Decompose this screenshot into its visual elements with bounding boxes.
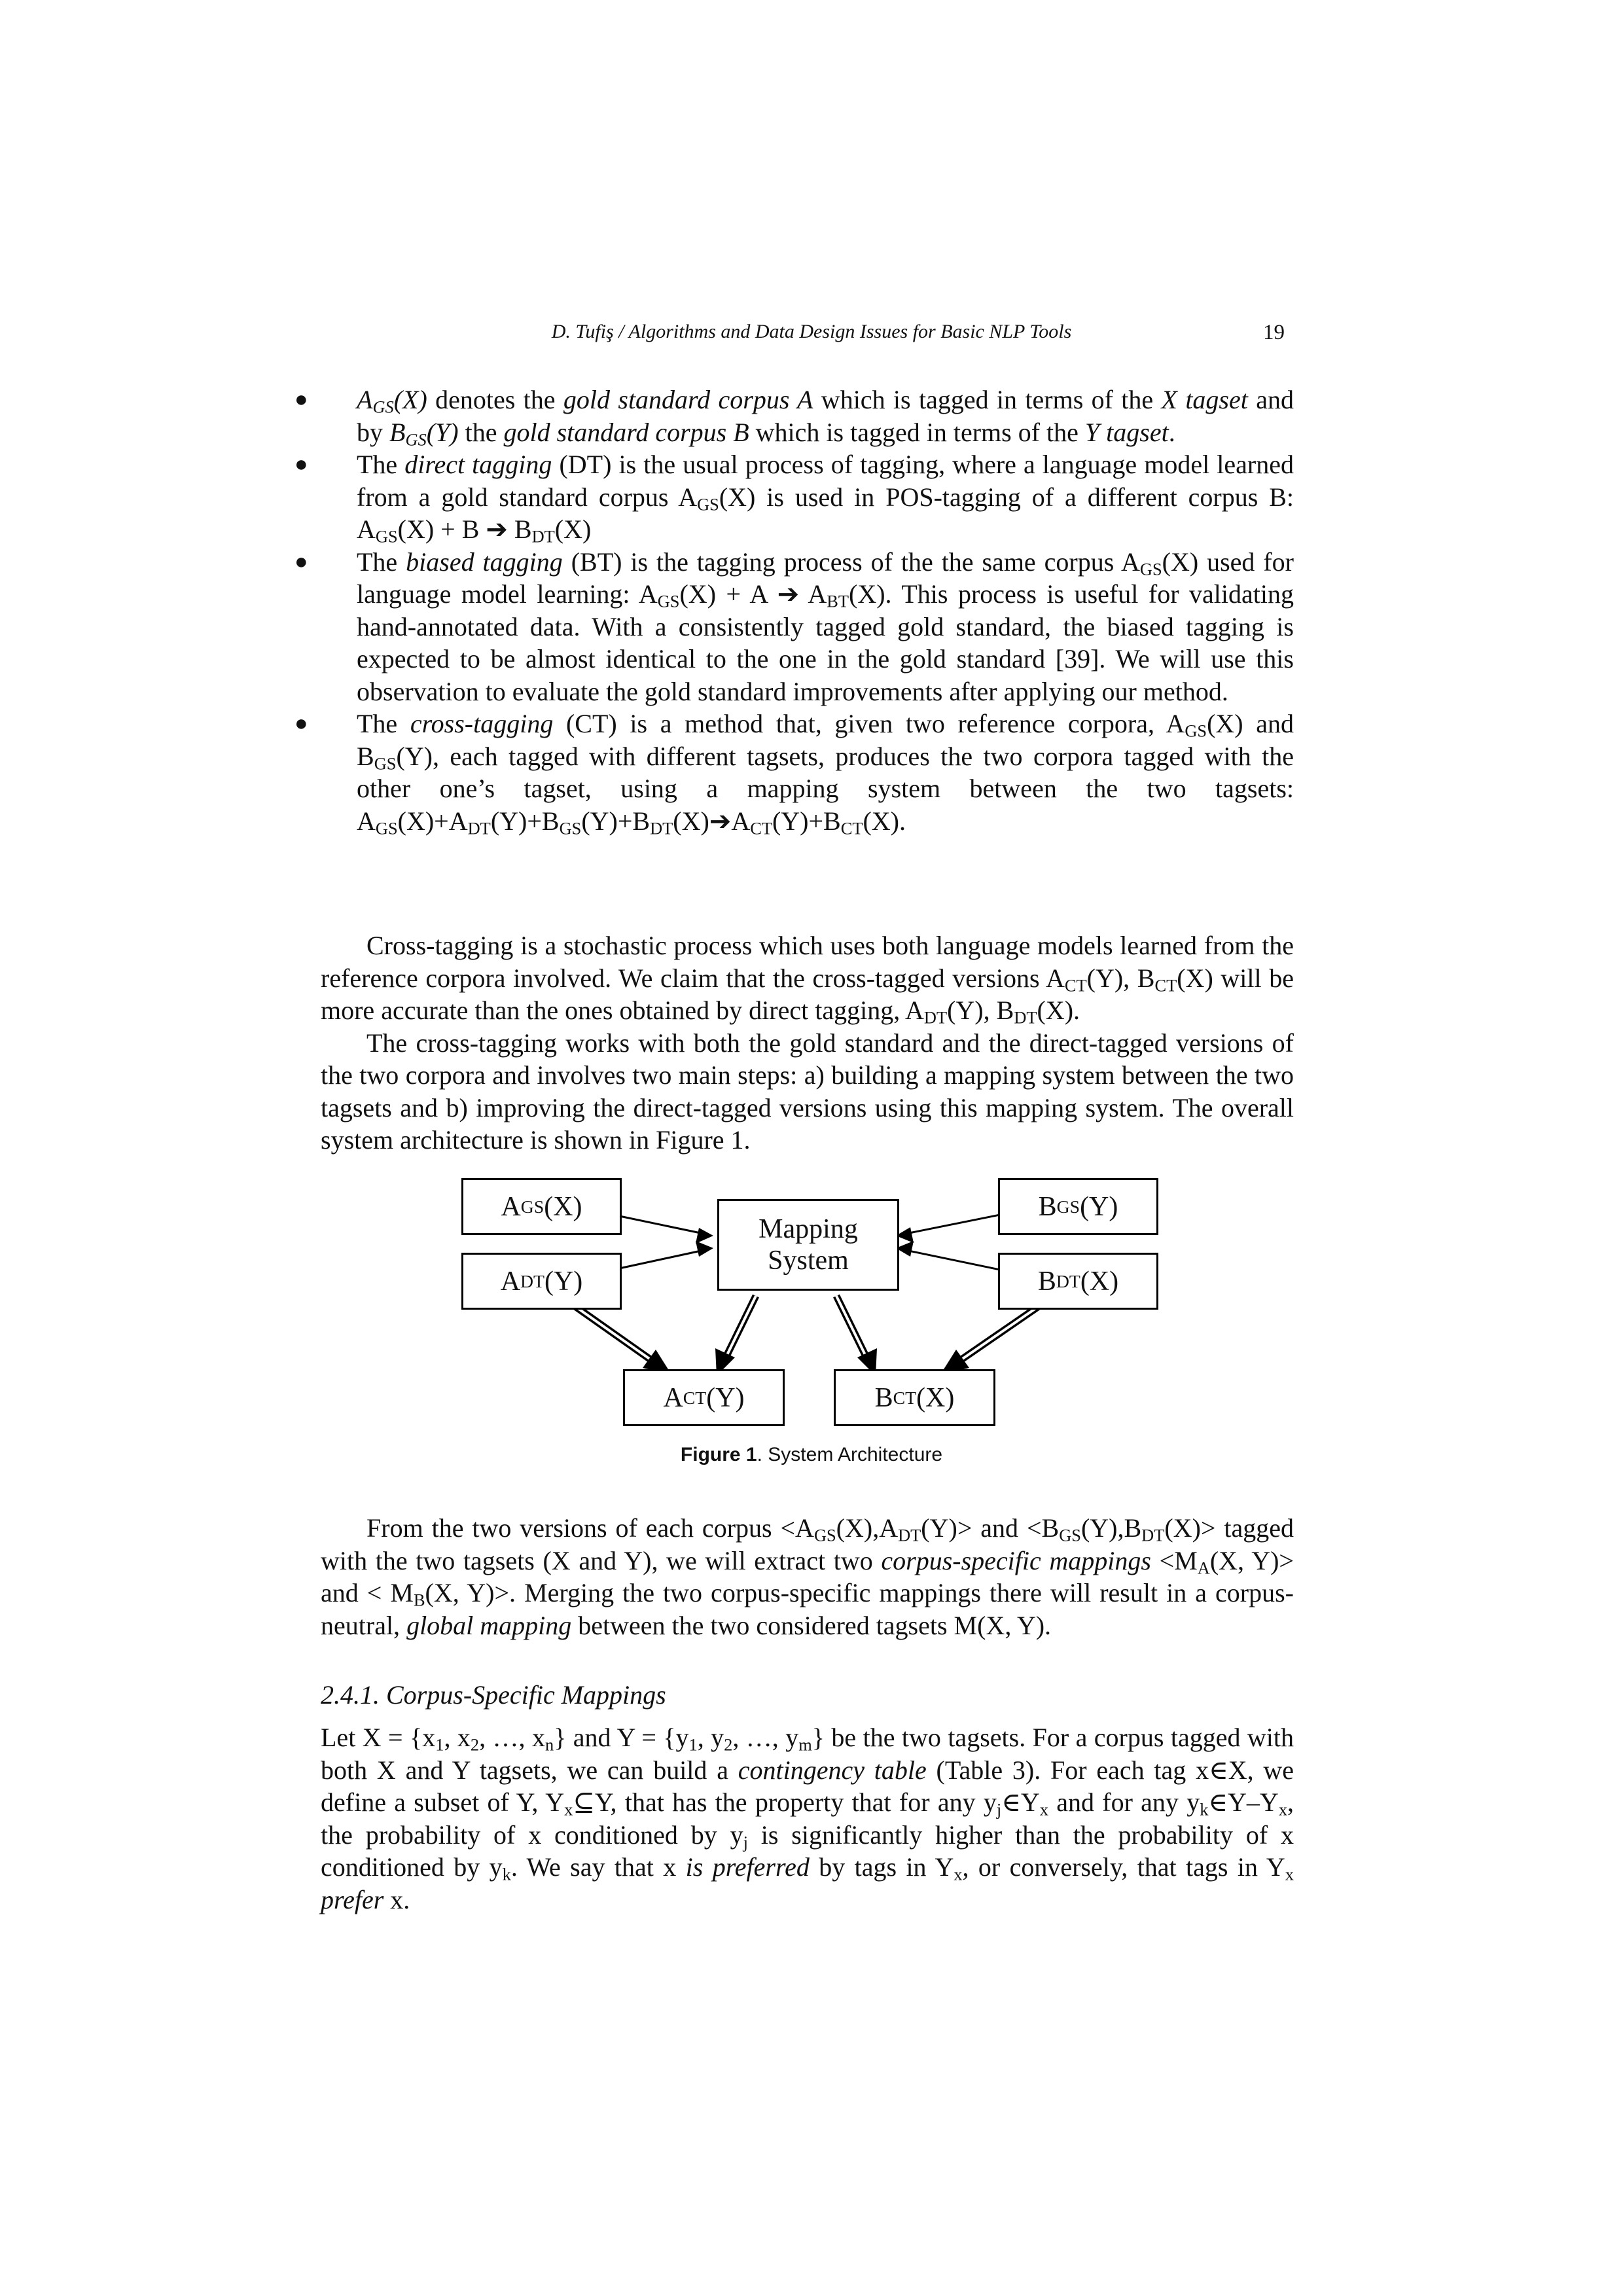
double-arrow-mapping-to-act (715, 1296, 756, 1376)
list-item-text: The biased tagging (BT) is the tagging process of the the same corpus $A_{GS}(X)$ used for language model learning: $A_{GS}(X) + A$ ➔ $A_{BT}(X)$. This process is useful for validating hand-annotated data. With a consistently tagged gold standard, the biased tagging is expected to be almost identical to the one in the gold standard [39]. We will use this observation to evaluate the gold standard improvements after applying our method. (357, 547, 1294, 706)
paragraph-tagsets-definition: Let $X = \{x_1$, $x_2$, …, $x_n$} and $Y = \{y_1$, $y_2$, …, $y_m$} be the two tagsets. For a corpus tagged with both X and Y tagsets, we can build a contingency table (Table 3). For each tag x∈X, we define a subset of Y, $Y_x⊆Y$, that has the property that for any $y_j\in Y_x$ and for any $y_k\in Y-Y_x$, the probability of x conditioned by $y_j$ is significantly higher than the probability of x conditioned by $y_k$. We say that x is preferred by tags in $Y_x$, or conversely, that tags in $Y_x$ prefer x. (321, 1723, 1294, 1914)
double-arrow-adt-to-act (573, 1305, 671, 1374)
double-arrow-mapping-to-bct (836, 1296, 877, 1376)
arrow-adt-to-mapping (613, 1241, 713, 1270)
list-item (294, 546, 1294, 708)
box-ags: A GS (X) (461, 1178, 622, 1235)
paragraph-cross-tagging-claim: Cross-tagging is a stochastic process which uses both language models learned from the reference corpora involved. We claim that the cross-tagged versions $A_{CT}(Y)$, $B_{CT}(X)$ will be more accurate than the ones obtained by direct tagging, $A_{DT}(Y)$, $B_{DT}(X)$. (321, 931, 1294, 1028)
figure-caption (0, 1444, 1623, 1466)
list-item-text: The direct tagging (DT) is the usual process of tagging, where a language model learned from a gold standard corpus $A_{GS}(X)$ is used in POS-tagging of a different corpus B: $A_{GS}(X) + B$ ➔ $B_{DT}(X)$ (357, 450, 1294, 547)
running-title: D. Tufiş / Algorithms and Data Design Issues for Basic NLP Tools (551, 321, 1072, 342)
box-bgs: B GS (Y) (998, 1178, 1158, 1235)
body-paragraphs-3 (321, 1721, 1294, 1916)
arrow-bdt-to-mapping (896, 1241, 1000, 1270)
box-adt-base: A (500, 1266, 521, 1297)
box-act: A CT (Y) (623, 1369, 785, 1426)
box-ags-base: A (501, 1191, 521, 1222)
box-bct-rest: (X) (916, 1382, 955, 1413)
box-bgs-rest: (Y) (1080, 1191, 1118, 1222)
running-header (0, 321, 1623, 350)
box-adt-rest: (Y) (544, 1266, 583, 1297)
box-adt: A DT (Y) (461, 1253, 622, 1310)
box-act-base: A (663, 1382, 683, 1413)
list-item (294, 448, 1294, 547)
page-number: 19 (1263, 321, 1285, 344)
box-bct: B CT (X) (834, 1369, 995, 1426)
mapping-line-2: System (768, 1246, 849, 1276)
box-act-rest: (Y) (706, 1382, 745, 1413)
box-mapping-system (717, 1199, 899, 1291)
bullet-icon: ● (294, 387, 308, 412)
arrow-bgs-to-mapping (896, 1215, 1000, 1243)
bullet-icon: ● (294, 452, 308, 476)
double-arrow-bdt-to-bct (940, 1305, 1041, 1374)
box-bgs-base: B (1038, 1191, 1057, 1222)
arrow-ags-to-mapping (613, 1215, 713, 1244)
box-bdt-rest: (X) (1080, 1266, 1119, 1297)
figure-caption-label: Figure 1 (680, 1444, 757, 1465)
bullet-icon: ● (294, 549, 308, 574)
box-ags-rest: (X) (544, 1191, 582, 1222)
figure-caption-text: . System Architecture (757, 1444, 943, 1465)
definitions-list (294, 384, 1294, 838)
bullet-icon: ● (294, 711, 308, 736)
box-bdt: B DT (X) (998, 1253, 1158, 1310)
box-bdt-base: B (1037, 1266, 1056, 1297)
mapping-line-1: Mapping (758, 1214, 858, 1244)
body-paragraphs-2 (321, 1512, 1294, 1641)
section-title: 2.4.1. Corpus-Specific Mappings (321, 1680, 666, 1710)
list-item-text: The cross-tagging (CT) is a method that, given two reference corpora, $A_{GS}(X)$ and $B_{GS}(Y)$, each tagged with different tagsets, produces the two corpora tagged with the other one’s tagset, using a mapping system between the two tagsets: $A_{GS}(X)+A_{DT}(Y)+B_{GS}(Y)+B_{DT}(X)➔A_{CT}(Y)+B_{CT}(X)$. (357, 709, 1294, 838)
list-item (294, 708, 1294, 838)
box-bct-base: B (874, 1382, 893, 1413)
body-paragraphs-1 (321, 929, 1294, 1157)
paragraph-cross-tagging-steps: The cross-tagging works with both the gold standard and the direct-tagged versions of the two corpora and involves two main steps: a) building a mapping system between the two tagsets and b) improving the direct-tagged versions using this mapping system. The overall system architecture is shown in Figure 1. (321, 1028, 1294, 1155)
paragraph-corpus-specific-mappings: From the two versions of each corpus $<A_{GS}(X),A_{DT}(Y)>$ and $<B_{GS}(Y),B_{DT}(X)>$ tagged with the two tagsets (X and Y), we will extract two corpus-specific mappings $<M_A(X$, Y)> and < $M_B(X$, Y)>. Merging the two corpus-specific mappings there will result in a corpus-neutral, global mapping between the two considered tagsets M(X, Y). (321, 1513, 1294, 1640)
system-architecture-diagram (452, 1172, 1171, 1453)
list-item (294, 384, 1294, 450)
list-item-text: $A_{GS}(X)$ denotes the gold standard corpus A which is tagged in terms of the X tagset and by $B_{GS}(Y)$ the gold standard corpus B which is tagged in terms of the Y tagset. (357, 385, 1294, 450)
